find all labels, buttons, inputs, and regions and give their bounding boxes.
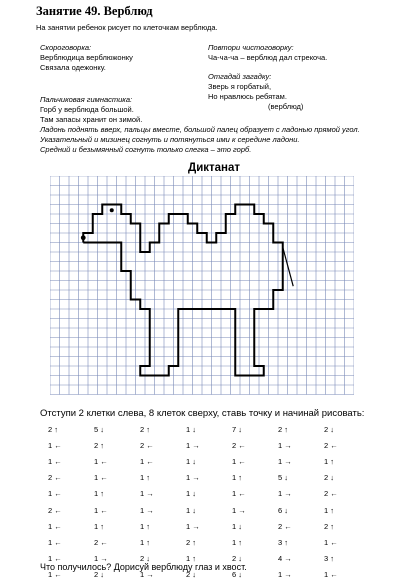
finger-gym-line: Там запасы хранит он зимой.	[40, 115, 143, 124]
finger-gym-block	[40, 95, 360, 155]
step-cell: 1 →	[94, 554, 108, 564]
step-cell: 1 →	[232, 505, 246, 515]
step-cell: 2 ↓	[324, 424, 335, 434]
step-cell: 1 →	[278, 570, 292, 580]
step-cell: 1 ←	[48, 440, 62, 450]
step-cell: 1 →	[278, 489, 292, 499]
finger-gym-instruction: Указательный и мизинец согнуть и потянуться ими к середине ладони.	[40, 135, 300, 144]
step-cell: 1 ←	[48, 456, 62, 466]
step-cell: 2 ↓	[140, 554, 151, 564]
step-cell: 2 ↑	[94, 440, 105, 450]
step-cell: 1 ↑	[140, 473, 151, 483]
steps-row	[38, 502, 360, 518]
step-cell: 1 ←	[324, 537, 338, 547]
step-cell: 5 ↓	[94, 424, 105, 434]
step-cell: 1 ↑	[140, 537, 151, 547]
camel-eye	[110, 208, 114, 212]
step-cell: 1 ↓	[186, 456, 197, 466]
step-cell: 1 ←	[324, 570, 338, 580]
step-cell: 5 ↓	[278, 473, 289, 483]
lesson-title: Занятие 49. Верблюд	[36, 4, 153, 18]
step-cell: 2 ←	[140, 440, 154, 450]
step-cell: 2 ↓	[324, 473, 335, 483]
lesson-subtitle: На занятии ребенок рисует по клеточкам верблюда.	[36, 23, 218, 32]
step-cell: 1 ↑	[94, 521, 105, 531]
riddle-answer: (верблюд)	[268, 102, 304, 111]
steps-row	[38, 437, 360, 453]
steps-row	[38, 421, 360, 437]
riddle-label: Отгадай загадку:	[208, 72, 272, 81]
tongue-twister-block	[40, 43, 133, 73]
step-cell: 1 ←	[94, 505, 108, 515]
step-cell: 1 ←	[140, 456, 154, 466]
dictation-heading: Диктанат	[188, 162, 241, 174]
tongue-twister-line: Связала одежонку.	[40, 63, 106, 72]
step-cell: 1 ↑	[324, 456, 335, 466]
step-cell: 2 ↑	[48, 424, 59, 434]
step-cell: 1 →	[140, 570, 154, 580]
step-cell: 1 →	[140, 489, 154, 499]
step-cell: 1 →	[278, 440, 292, 450]
steps-row	[38, 486, 360, 502]
step-cell: 4 →	[278, 554, 292, 564]
step-cell: 2 ←	[48, 505, 62, 515]
step-cell: 1 →	[186, 440, 200, 450]
step-cell: 2 ↑	[140, 424, 151, 434]
step-cell: 2 ↓	[94, 570, 105, 580]
step-cell: 6 ↓	[278, 505, 289, 515]
step-cell: 1 ←	[48, 489, 62, 499]
step-cell: 2 ←	[94, 537, 108, 547]
pronunciation-block	[208, 43, 327, 63]
finger-gym-line: Горб у верблюда большой.	[40, 105, 134, 114]
steps-row	[38, 518, 360, 534]
dictation-instruction: Отступи 2 клетки слева, 8 клеток сверху, ставь точку и начинай рисовать:	[40, 408, 365, 419]
step-cell: 1 ←	[48, 554, 62, 564]
step-cell: 1 →	[140, 505, 154, 515]
step-cell: 2 ←	[324, 440, 338, 450]
step-cell: 1 ↑	[140, 521, 151, 531]
step-cell: 1 ↑	[232, 473, 243, 483]
step-cell: 2 ↓	[232, 554, 243, 564]
step-cell: 1 ↓	[232, 521, 243, 531]
step-cell: 1 →	[278, 456, 292, 466]
camel-grid-drawing	[50, 176, 354, 402]
step-cell: 3 ↑	[324, 554, 335, 564]
steps-row	[38, 470, 360, 486]
step-cell: 2 ←	[324, 489, 338, 499]
step-cell: 1 ↑	[232, 537, 243, 547]
step-cell: 1 →	[186, 521, 200, 531]
step-cell: 1 ←	[94, 456, 108, 466]
step-cell: 2 ↑	[324, 521, 335, 531]
tongue-twister-label: Скороговорка:	[40, 43, 92, 52]
pronunciation-line: Ча-ча-ча – верблюд дал стрекоча.	[208, 53, 328, 62]
step-cell: 1 ↑	[324, 505, 335, 515]
step-cell: 1 ←	[48, 537, 62, 547]
riddle-line: Но нравлюсь ребятам.	[208, 92, 287, 101]
step-cell: 6 ↓	[232, 570, 243, 580]
step-cell: 2 ↑	[186, 537, 197, 547]
step-cell: 2 ↑	[278, 424, 289, 434]
tongue-twister-line: Верблюдица верблюжонку	[40, 53, 133, 62]
riddle-line: Зверь я горбатый,	[208, 82, 272, 91]
step-cell: 1 ↑	[94, 489, 105, 499]
step-cell: 2 ←	[232, 440, 246, 450]
step-cell: 1 →	[186, 473, 200, 483]
dictation-footer: Что получилось? Дорисуй верблюду глаз и хвост.	[40, 562, 247, 572]
step-cell: 7 ↓	[232, 424, 243, 434]
step-cell: 3 ↑	[278, 537, 289, 547]
step-cell: 2 ↓	[186, 570, 197, 580]
grid-lines	[50, 176, 354, 395]
steps-row	[38, 453, 360, 469]
start-dot	[81, 235, 86, 240]
step-cell: 1 ↓	[186, 424, 197, 434]
step-cell: 1 ←	[48, 570, 62, 580]
steps-row	[38, 534, 360, 550]
step-cell: 1 ←	[48, 521, 62, 531]
step-cell: 1 ↓	[186, 505, 197, 515]
finger-gym-instruction: Ладонь поднять вверх, пальцы вместе, большой палец образует с ладонью прямой угол.	[40, 125, 360, 134]
finger-gym-instruction: Средний и безымянный согнуть только слегка – это горб.	[40, 145, 252, 154]
step-cell: 1 ↑	[186, 554, 197, 564]
step-cell: 1 ←	[232, 456, 246, 466]
pronunciation-label: Повтори чистоговорку:	[208, 43, 294, 52]
step-cell: 1 ←	[94, 473, 108, 483]
step-cell: 1 ↓	[186, 489, 197, 499]
step-cell: 1 ←	[232, 489, 246, 499]
dictation-steps-table	[38, 421, 360, 583]
step-cell: 2 ←	[278, 521, 292, 531]
step-cell: 2 ←	[48, 473, 62, 483]
finger-gym-label: Пальчиковая гимнастика:	[40, 95, 133, 104]
